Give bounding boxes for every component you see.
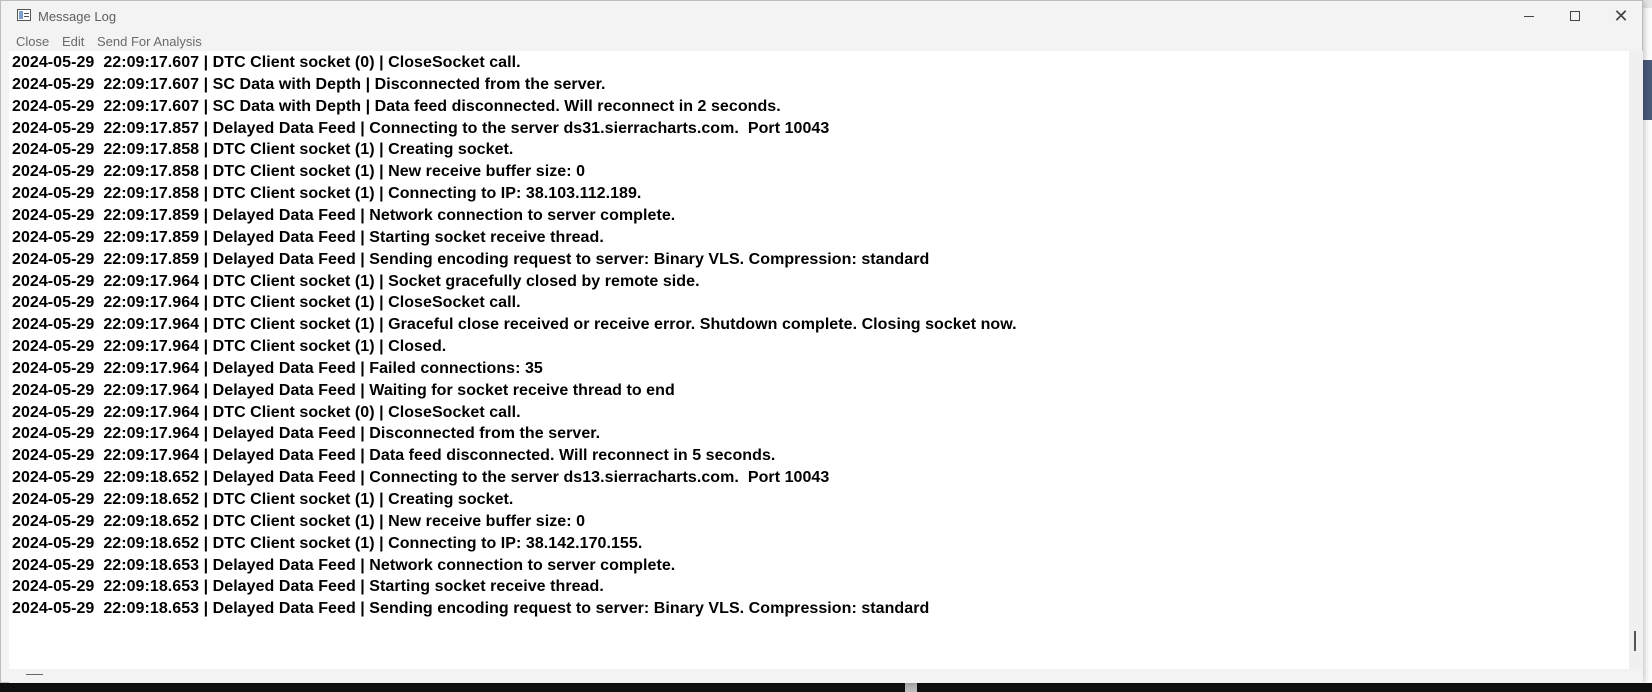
log-line: 2024-05-29 22:09:18.652 | Delayed Data Feed | Connecting to the server ds13.sierracharts.com. Port 10043 — [12, 469, 830, 487]
log-line: 2024-05-29 22:09:17.964 | DTC Client socket (1) | Graceful close received or receive error. Shutdown complete. Closing socket now. — [12, 316, 1017, 334]
maximize-icon — [1570, 11, 1580, 21]
log-line: 2024-05-29 22:09:17.607 | SC Data with Depth | Disconnected from the server. — [12, 75, 606, 93]
log-line: 2024-05-29 22:09:17.964 | DTC Client socket (0) | CloseSocket call. — [12, 403, 521, 421]
menu-bar — [1, 31, 1642, 51]
log-line: 2024-05-29 22:09:17.858 | DTC Client socket (1) | New receive buffer size: 0 — [12, 163, 586, 181]
log-line: 2024-05-29 22:09:18.652 | DTC Client socket (1) | Connecting to IP: 38.142.170.155. — [12, 534, 643, 552]
log-line: 2024-05-29 22:09:17.859 | Delayed Data Feed | Sending encoding request to server: Binary VLS. Compression: standard — [12, 250, 930, 268]
window-title: Message Log — [38, 9, 117, 24]
log-line: 2024-05-29 22:09:18.653 | Delayed Data Feed | Starting socket receive thread. — [12, 578, 604, 596]
log-line: 2024-05-29 22:09:17.859 | Delayed Data Feed | Starting socket receive thread. — [12, 228, 604, 246]
log-line: 2024-05-29 22:09:17.858 | DTC Client socket (1) | Connecting to IP: 38.103.112.189. — [12, 185, 642, 203]
background-taskbar-edge — [0, 683, 1652, 692]
vertical-scrollbar[interactable] — [1629, 51, 1643, 669]
log-line: 2024-05-29 22:09:17.964 | Delayed Data Feed | Data feed disconnected. Will reconnect in 5 seconds. — [12, 447, 776, 465]
background-panel-edge — [1643, 60, 1652, 120]
log-line: 2024-05-29 22:09:17.964 | DTC Client socket (1) | Socket gracefully closed by remote side. — [12, 272, 700, 290]
status-bar — [9, 669, 1643, 683]
log-line: 2024-05-29 22:09:18.652 | DTC Client socket (1) | New receive buffer size: 0 — [12, 512, 586, 530]
resize-grip-icon — [26, 674, 43, 675]
menu-send-for-analysis[interactable]: Send For Analysis — [97, 34, 202, 49]
log-line: 2024-05-29 22:09:17.964 | Delayed Data Feed | Disconnected from the server. — [12, 425, 601, 443]
maximize-button[interactable] — [1552, 1, 1598, 31]
menu-close[interactable]: Close — [16, 34, 50, 49]
log-line: 2024-05-29 22:09:18.653 | Delayed Data Feed | Sending encoding request to server: Binary VLS. Compression: standard — [12, 600, 930, 618]
message-log-app-icon — [17, 9, 31, 21]
log-line: 2024-05-29 22:09:17.607 | SC Data with Depth | Data feed disconnected. Will reconnect in 2 seconds. — [12, 97, 781, 115]
message-log-text-area[interactable] — [9, 51, 1629, 669]
minimize-icon — [1524, 16, 1534, 17]
log-line: 2024-05-29 22:09:17.607 | DTC Client socket (0) | CloseSocket call. — [12, 54, 521, 71]
log-line: 2024-05-29 22:09:18.652 | DTC Client socket (1) | Creating socket. — [12, 491, 514, 508]
log-line: 2024-05-29 22:09:17.859 | Delayed Data Feed | Network connection to server complete. — [12, 206, 676, 224]
log-line: 2024-05-29 22:09:17.964 | DTC Client socket (1) | CloseSocket call. — [12, 294, 521, 312]
scrollbar-thumb[interactable] — [1634, 631, 1636, 651]
background-handle — [905, 683, 917, 692]
log-line: 2024-05-29 22:09:17.964 | Delayed Data Feed | Failed connections: 35 — [12, 359, 543, 377]
close-window-button[interactable] — [1598, 1, 1644, 31]
log-line: 2024-05-29 22:09:17.964 | DTC Client socket (1) | Closed. — [12, 338, 447, 356]
minimize-button[interactable] — [1506, 1, 1552, 31]
log-line: 2024-05-29 22:09:17.857 | Delayed Data Feed | Connecting to the server ds31.sierracharts.com. Port 10043 — [12, 119, 830, 137]
close-icon: ✕ — [1613, 6, 1629, 26]
menu-edit[interactable]: Edit — [62, 34, 85, 49]
log-line: 2024-05-29 22:09:17.858 | DTC Client socket (1) | Creating socket. — [12, 141, 514, 159]
log-line: 2024-05-29 22:09:18.653 | Delayed Data Feed | Network connection to server complete. — [12, 556, 676, 574]
log-line: 2024-05-29 22:09:17.964 | Delayed Data Feed | Waiting for socket receive thread to end — [12, 381, 675, 399]
title-bar[interactable] — [1, 1, 1642, 31]
